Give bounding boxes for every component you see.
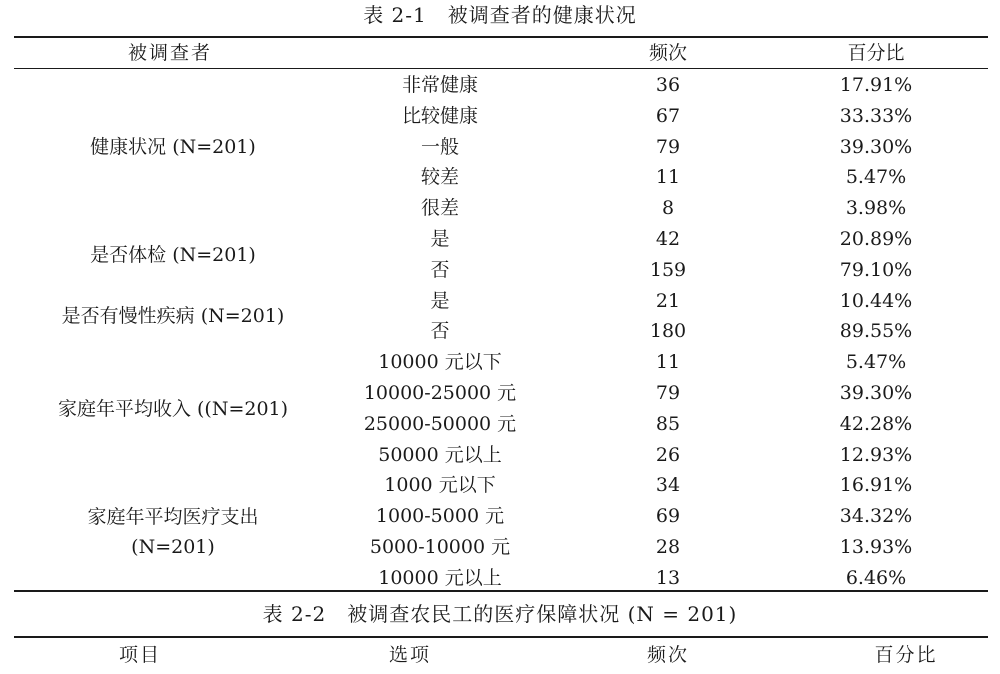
freq-cell: 42 xyxy=(655,228,681,250)
freq-cell: 13 xyxy=(655,566,681,589)
freq-cell: 69 xyxy=(655,505,681,528)
pct-cell: 10.44% xyxy=(839,289,913,312)
header-item-table-2: 项目 xyxy=(118,644,161,666)
header-group: 被调查者 xyxy=(127,42,212,64)
option-cell: 10000-25000 元 xyxy=(363,382,517,404)
group-label: 健康状况 (N=201) xyxy=(90,136,256,158)
pct-cell: 33.33% xyxy=(839,104,913,127)
pct-cell: 20.89% xyxy=(839,228,913,250)
rule-bottom xyxy=(14,590,988,592)
freq-cell: 28 xyxy=(655,536,681,558)
option-cell: 25000-50000 元 xyxy=(363,412,517,435)
pct-cell: 39.30% xyxy=(839,135,913,158)
freq-cell: 11 xyxy=(655,166,681,189)
freq-cell: 159 xyxy=(649,258,687,281)
header-option-table-2: 选项 xyxy=(388,644,431,666)
freq-cell: 21 xyxy=(655,289,681,312)
group-label: 是否有慢性疾病 (N=201) xyxy=(61,305,285,328)
freq-cell: 36 xyxy=(655,74,681,96)
pct-cell: 13.93% xyxy=(839,536,913,558)
option-cell: 一般 xyxy=(420,135,459,158)
freq-cell: 67 xyxy=(655,104,681,127)
freq-cell: 11 xyxy=(655,351,681,374)
group-label: 是否体检 (N=201) xyxy=(90,243,256,266)
freq-cell: 79 xyxy=(655,135,681,158)
option-cell: 是 xyxy=(430,289,450,312)
option-cell: 50000 元以上 xyxy=(378,443,502,466)
group-label: (N=201) xyxy=(131,536,215,558)
pct-cell: 5.47% xyxy=(845,166,907,189)
option-cell: 5000-10000 元 xyxy=(369,536,511,558)
option-cell: 10000 元以上 xyxy=(378,566,502,589)
pct-cell: 89.55% xyxy=(839,320,913,343)
pct-cell: 42.28% xyxy=(839,412,913,435)
freq-cell: 34 xyxy=(655,474,681,497)
pct-cell: 39.30% xyxy=(839,382,913,404)
freq-cell: 8 xyxy=(661,197,675,220)
rule-top-table-2 xyxy=(14,636,988,638)
option-cell: 1000 元以下 xyxy=(384,474,496,497)
pct-cell: 5.47% xyxy=(845,351,907,374)
freq-cell: 180 xyxy=(649,320,687,343)
group-label: 家庭年平均收入 ((N=201) xyxy=(57,397,289,420)
option-cell: 否 xyxy=(430,320,450,343)
caption-table-1: 表 2-1 被调查者的健康状况 xyxy=(363,3,637,27)
option-cell: 很差 xyxy=(420,197,459,220)
option-cell: 非常健康 xyxy=(401,74,478,96)
freq-cell: 26 xyxy=(655,443,681,466)
pct-cell: 12.93% xyxy=(839,443,913,466)
option-cell: 否 xyxy=(430,258,450,281)
header-pct: 百分比 xyxy=(847,42,905,64)
freq-cell: 85 xyxy=(655,412,681,435)
option-cell: 较差 xyxy=(420,166,459,189)
rule-header xyxy=(14,68,988,69)
option-cell: 比较健康 xyxy=(401,104,478,127)
pct-cell: 6.46% xyxy=(845,566,907,589)
pct-cell: 3.98% xyxy=(845,197,907,220)
caption-table-2: 表 2-2 被调查农民工的医疗保障状况 (N = 201) xyxy=(262,602,738,626)
option-cell: 是 xyxy=(430,228,450,250)
pct-cell: 16.91% xyxy=(839,474,913,497)
pct-cell: 34.32% xyxy=(839,505,913,528)
pct-cell: 17.91% xyxy=(839,74,913,96)
pct-cell: 79.10% xyxy=(839,258,913,281)
header-freq-table-2: 频次 xyxy=(646,644,689,666)
option-cell: 10000 元以下 xyxy=(378,351,502,374)
option-cell: 1000-5000 元 xyxy=(375,505,505,528)
group-label: 家庭年平均医疗支出 xyxy=(87,506,259,528)
header-freq: 频次 xyxy=(648,42,687,64)
header-pct-table-2: 百分比 xyxy=(874,644,938,666)
freq-cell: 79 xyxy=(655,382,681,404)
